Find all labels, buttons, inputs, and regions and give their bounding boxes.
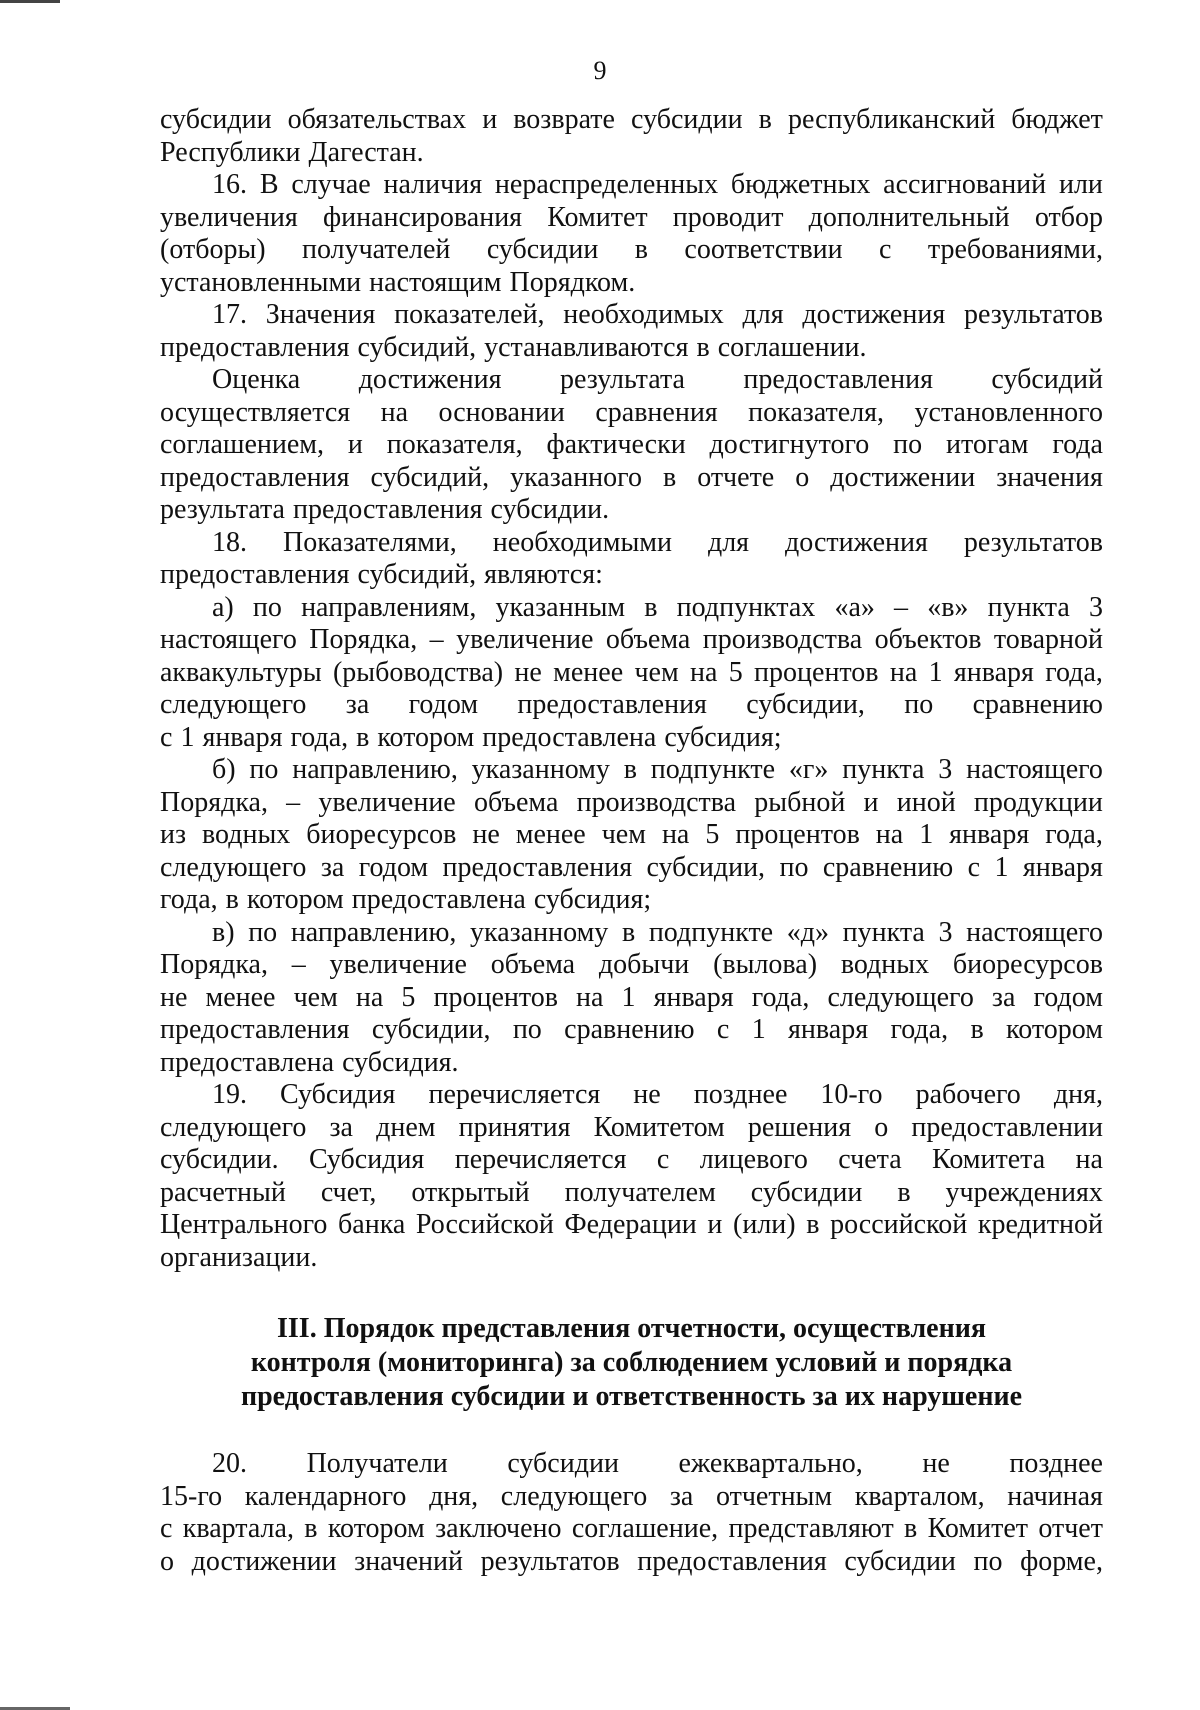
text-line: субсидии. Субсидия перечисляется с лицевого счета Комитета на — [160, 1144, 1103, 1175]
scan-edge-mark — [0, 0, 60, 3]
text-line: 17. Значения показателей, необходимых для достижения результатов — [212, 299, 1103, 330]
text-line: 16. В случае наличия нераспределенных бюджетных ассигнований или — [212, 169, 1103, 200]
text-line: следующего за годом предоставления субсидии, по сравнению — [160, 689, 1103, 720]
text-line: результата предоставления субсидии. — [160, 494, 610, 525]
text-line: предоставления субсидий, устанавливаются в соглашении. — [160, 331, 867, 363]
text-line: предоставления субсидий, указанного в отчете о достижении значения — [160, 461, 1103, 493]
text-line: года, в котором предоставлена субсидия; — [160, 884, 652, 915]
text-line: Республики Дагестан. — [160, 136, 424, 168]
text-line: не менее чем на 5 процентов на 1 января года, следующего за годом — [160, 981, 1103, 1013]
text-line: организации. — [160, 1241, 318, 1273]
text-line: следующего за днем принятия Комитетом решения о предоставлении — [160, 1111, 1103, 1143]
paragraphs-block — [160, 1448, 1103, 1578]
text-line: аквакультуры (рыбоводства) не менее чем на 5 процентов на 1 января года, — [160, 656, 1103, 688]
text-line: о достижении значений результатов предоставления субсидии по форме, — [160, 1545, 1103, 1577]
text-line: соглашением, и показателя, фактически достигнутого по итогам года — [160, 429, 1103, 460]
text-line: предоставлена субсидия. — [160, 1046, 459, 1078]
text-line: увеличения финансирования Комитет проводит дополнительный отбор — [160, 201, 1103, 233]
text-line: субсидии обязательствах и возврате субсидии в республиканский бюджет — [160, 104, 1103, 135]
text-line: б) по направлению, указанному в подпункте «г» пункта 3 настоящего — [212, 754, 1103, 785]
text-line: Порядка, – увеличение объема производства рыбной и иной продукции — [160, 786, 1103, 818]
text-line: 20. Получатели субсидии ежеквартально, не позднее — [212, 1448, 1103, 1479]
text-line: 19. Субсидия перечисляется не позднее 10-го рабочего дня, — [212, 1079, 1103, 1110]
text-line: 15-го календарного дня, следующего за отчетным кварталом, начиная — [160, 1480, 1103, 1512]
section-heading — [160, 1312, 1103, 1414]
heading-line: III. Порядок представления отчетности, осуществления — [277, 1313, 986, 1344]
text-line: настоящего Порядка, – увеличение объема производства объектов товарной — [160, 624, 1103, 655]
text-line: 18. Показателями, необходимыми для достижения результатов — [212, 526, 1103, 558]
text-line: с 1 января года, в котором предоставлена субсидия; — [160, 721, 782, 753]
text-line: Центрального банка Российской Федерации и (или) в российской кредитной — [160, 1209, 1103, 1240]
heading-line: предоставления субсидии и ответственность за их нарушение — [240, 1381, 1023, 1412]
text-line: а) по направлениям, указанным в подпунктах «а» – «в» пункта 3 — [212, 591, 1103, 623]
document-body — [160, 104, 1103, 1578]
text-line: Порядка, – увеличение объема добычи (вылова) водных биоресурсов — [160, 949, 1103, 980]
page-number: 9 — [593, 56, 607, 85]
text-line: Оценка достижения результата предоставления субсидий — [212, 364, 1103, 395]
text-line: из водных биоресурсов не менее чем на 5 процентов на 1 января года, — [160, 819, 1103, 850]
text-line: с квартала, в котором заключено соглашение, представляют в Комитет отчет — [160, 1513, 1103, 1544]
text-line: расчетный счет, открытый получателем субсидии в учреждениях — [160, 1176, 1103, 1208]
text-line: следующего за годом предоставления субсидии, по сравнению с 1 января — [160, 851, 1103, 883]
text-line: предоставления субсидии, по сравнению с 1 января года, в котором — [160, 1014, 1103, 1045]
text-line: осуществляется на основании сравнения показателя, установленного — [160, 396, 1103, 428]
text-line: (отборы) получателей субсидии в соответствии с требованиями, — [160, 234, 1103, 265]
text-line: предоставления субсидий, являются: — [160, 559, 603, 590]
paragraphs-block — [160, 104, 1103, 1274]
text-line: установленными настоящим Порядком. — [160, 266, 636, 298]
heading-line: контроля (мониторинга) за соблюдением условий и порядка — [250, 1347, 1013, 1378]
text-line: в) по направлению, указанному в подпункте «д» пункта 3 настоящего — [212, 916, 1103, 948]
